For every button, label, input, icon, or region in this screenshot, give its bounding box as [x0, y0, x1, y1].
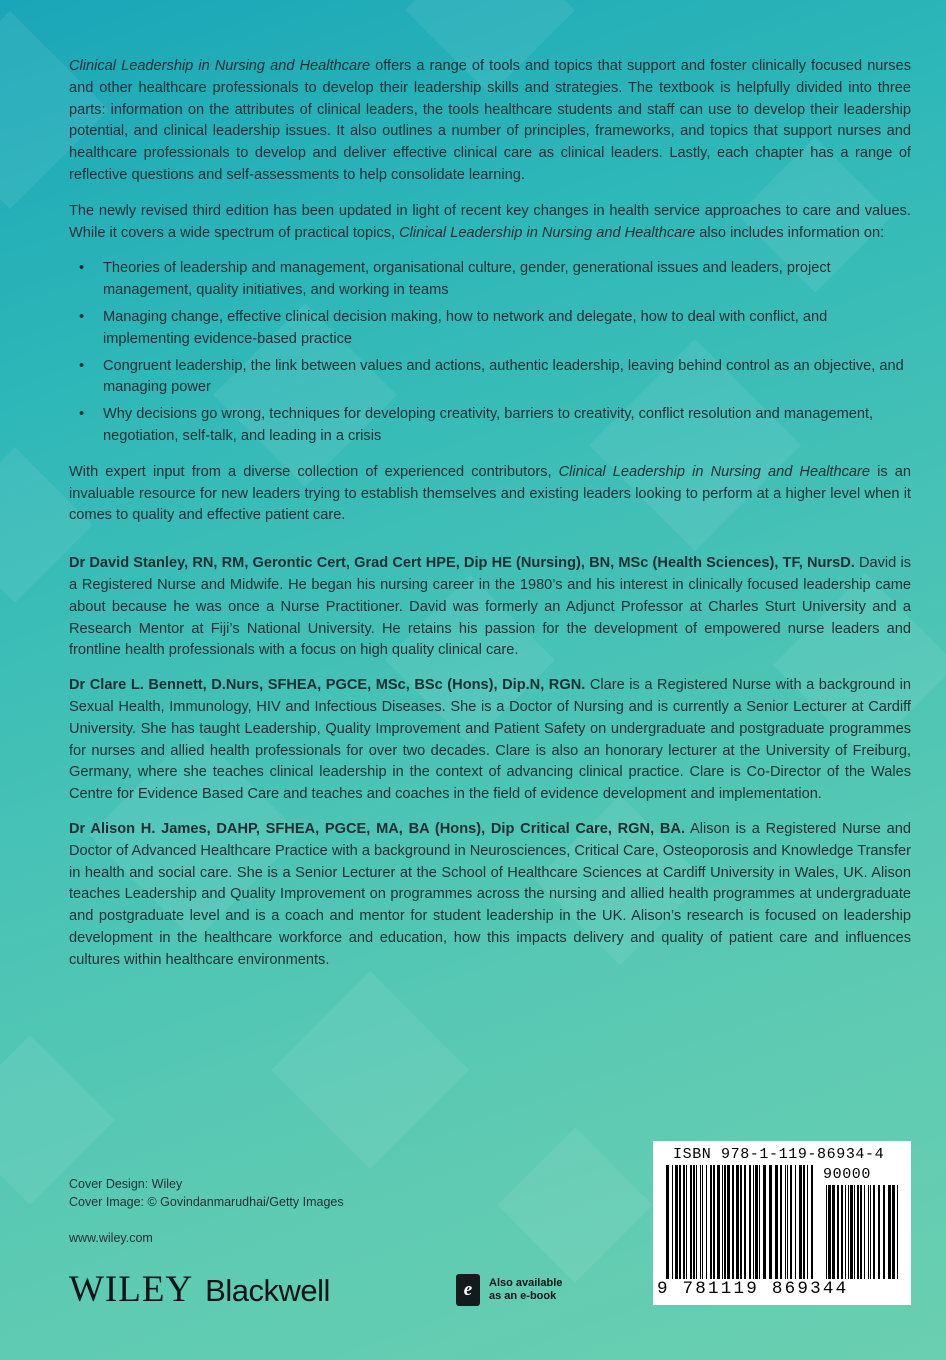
barcode-bar	[845, 1185, 846, 1279]
barcode-bar	[763, 1165, 766, 1279]
barcode-bar	[713, 1165, 715, 1279]
ebook-icon: e	[456, 1274, 480, 1306]
author-name: Dr Clare L. Bennett, D.Nurs, SFHEA, PGCE, MSc, BSc (Hons), Dip.N, RGN.	[69, 677, 586, 694]
barcode-bar	[811, 1165, 813, 1279]
book-title-italic: Clinical Leadership in Nursing and Healthcare	[558, 463, 870, 480]
book-title-italic: Clinical Leadership in Nursing and Healthcare	[399, 224, 696, 241]
barcode-bar	[892, 1185, 895, 1279]
barcode-bar	[803, 1165, 805, 1279]
intro-paragraph-1	[69, 56, 911, 187]
publisher-logo	[69, 1268, 330, 1311]
list-item: • Congruent leadership, the link between values and actions, authentic leadership, leaving behind control as an objective, and managing power	[103, 356, 911, 400]
list-item: • Why decisions go wrong, techniques for developing creativity, barriers to creativity, conflict resolution and management, negotiation, self-talk, and leading in a crisis	[103, 404, 911, 448]
intro-paragraph-2	[69, 201, 911, 245]
author-bio-text: Clare is a Registered Nurse with a background in Sexual Health, Immunology, HIV and Infectious Diseases. She is a Doctor of Nursing and is currently a Senior Lecturer at Cardiff University. She has taught Leadership, Quality Improvement and Patient Safety on undergraduate and postgraduate programmes for nurses and allied health professionals for over two decades. Clare is also an honorary lecturer at the University of Freiburg, Germany, where she teaches clinical leadership in the context of advancing clinical practice. Clare is Co-Director of the Wales Centre for Evidence Based Care and teaches and coaches in the field of evidence development and implementation.	[69, 677, 911, 803]
intro-text-3a: With expert input from a diverse collection of experienced contributors,	[69, 463, 559, 480]
barcode-bar	[790, 1165, 792, 1279]
cover-credits	[69, 1175, 344, 1211]
barcode-bar	[753, 1165, 754, 1279]
barcode-bar	[785, 1165, 786, 1279]
barcode-bar	[702, 1165, 703, 1279]
barcode-bar	[683, 1165, 685, 1279]
cover-design-credit: Cover Design: Wiley	[69, 1177, 183, 1191]
barcode-bar	[780, 1165, 782, 1279]
barcode-bar	[686, 1165, 687, 1279]
author-name: Dr Alison H. James, DAHP, SFHEA, PGCE, MA, BA (Hons), Dip Critical Care, RGN, BA.	[69, 820, 686, 837]
barcode-bar	[878, 1185, 880, 1279]
author-bio	[69, 819, 911, 972]
wiley-wordmark: WILEY	[69, 1269, 194, 1310]
barcode-bar	[717, 1165, 720, 1279]
barcode-bar	[807, 1165, 808, 1279]
topic-list	[69, 258, 911, 447]
barcode-bar	[850, 1185, 853, 1279]
barcode-bar	[888, 1185, 891, 1279]
book-title-italic: Clinical Leadership in Nursing and Healthcare	[69, 58, 371, 74]
barcode-bar	[722, 1165, 723, 1279]
barcode-bar	[727, 1165, 730, 1279]
barcode-bar	[749, 1165, 751, 1279]
list-item: • Managing change, effective clinical decision making, how to network and delegate, how to deal with conflict, and implementing evidence-based practice	[103, 307, 911, 351]
barcode-bar	[873, 1185, 875, 1279]
barcode-bar	[690, 1165, 692, 1279]
list-item: • Theories of leadership and management, organisational culture, gender, generational issues and leaders, project management, quality initiatives, and working in teams	[103, 258, 911, 302]
barcode-bar	[854, 1185, 855, 1279]
barcode-bar	[744, 1165, 746, 1279]
barcode-bar	[841, 1185, 843, 1279]
barcode-bar	[672, 1165, 673, 1279]
barcode-bar	[870, 1185, 871, 1279]
intro-text-3b: is an invaluable resource for new leaders trying to establish themselves and existing leaders looking to perform at a higher level when it comes to quality and effective patient care.	[69, 463, 911, 524]
barcode-bar	[826, 1185, 827, 1279]
barcode-bar	[759, 1165, 760, 1279]
intro-text-1: offers a range of tools and topics that support and foster clinically focused nurses and other healthcare professionals to develop their leadership skills and strategies. The textbook is helpfully divided into three parts: information on the attributes of clinical leaders, the tools healthcare students and staff can use to develop their leadership potential, and clinical leadership issues. It also outlines a number of principles, frameworks, and topics that support nurses and healthcare professionals to develop and deliver effective clinical care as clinical leaders. Lastly, each chapter has a range of reflective questions and self-assessments to help consolidate learning.	[69, 58, 911, 183]
barcode-bar	[837, 1185, 839, 1279]
author-name: Dr David Stanley, RN, RM, Gerontic Cert, Grad Cert HPE, Dip HE (Nursing), BN, MSc (Health Sciences), TF, NursD.	[69, 555, 855, 572]
barcode-bar	[693, 1165, 695, 1279]
author-bio-text: Alison is a Registered Nurse and Doctor of Advanced Healthcare Practice with a background in Neurosciences, Critical Care, Osteoporosis and Knowledge Transfer in health and social care. She is a Senior Lecturer at the School of Healthcare Sciences at Cardiff University in Wales, UK. Alison teaches Leadership and Quality Improvement on programmes across the nursing and allied health programmes at undergraduate and postgraduate level and is a coach and mentor for student leadership in the UK. Alison’s research is focused on leadership development in the healthcare workforce and education, how this impacts delivery and quality of patient care and influences cultures within healthcare environments.	[69, 820, 912, 968]
barcode-bar	[848, 1185, 849, 1279]
isbn-barcode	[653, 1141, 911, 1305]
barcode-addon: 90000	[823, 1166, 872, 1183]
ebook-line-1: Also available	[489, 1277, 563, 1289]
barcode-bar	[864, 1185, 865, 1279]
author-bio-text: David is a Registered Nurse and Midwife. He began his nursing career in the 1980’s and his interest in clinically focused leadership came about because he was once a Nurse Practitioner. David was formerly an Adjunct Professor at Charles Sturt University and a Research Mentor at Fiji’s National University. He retains his passion for the development of empowered nurse leaders and frontline health professionals with a focus on high quality clinical care.	[69, 555, 911, 659]
barcode-bar	[897, 1185, 898, 1279]
barcode-bar	[696, 1165, 697, 1279]
blackwell-wordmark: Blackwell	[205, 1273, 330, 1308]
barcode-bar	[724, 1165, 726, 1279]
website-link[interactable]: www.wiley.com	[69, 1231, 153, 1245]
barcode-digits: 9 781119 869344	[657, 1279, 849, 1299]
barcode-bar	[860, 1185, 862, 1279]
barcode-bar	[666, 1165, 669, 1279]
intro-text-2b: also includes information on:	[695, 224, 885, 241]
barcode-bar	[679, 1165, 681, 1279]
barcode-bar	[736, 1165, 739, 1279]
barcode-bar	[795, 1165, 796, 1279]
author-bios	[69, 553, 911, 971]
ebook-notice	[456, 1274, 562, 1306]
intro-text-2a: The newly revised third edition has been updated in light of recent key changes in health service approaches to care and values. While it covers a wide spectrum of practical topics,	[69, 202, 911, 241]
barcode-bar	[787, 1165, 788, 1279]
barcode-bar	[769, 1165, 772, 1279]
barcode-bar	[700, 1165, 701, 1279]
barcode-bar	[710, 1165, 712, 1279]
barcode-bar	[675, 1165, 678, 1279]
barcode-bar	[828, 1185, 831, 1279]
author-bio	[69, 553, 911, 662]
barcode-bar	[755, 1165, 758, 1279]
back-cover-text	[69, 56, 911, 984]
barcode-bar	[857, 1185, 859, 1279]
barcode-bar	[706, 1165, 707, 1279]
barcode-bar	[868, 1185, 869, 1279]
barcode-bar	[740, 1165, 742, 1279]
intro-paragraph-3	[69, 462, 911, 527]
ebook-text	[489, 1277, 562, 1303]
barcode-bar	[883, 1185, 885, 1279]
cover-image-credit: Cover Image: © Govindanmarudhai/Getty Images	[69, 1195, 344, 1209]
barcode-bar	[799, 1165, 802, 1279]
barcode-bar	[775, 1165, 778, 1279]
author-bio	[69, 675, 911, 806]
ebook-line-2: as an e-book	[489, 1290, 557, 1302]
barcode-bar	[732, 1165, 734, 1279]
isbn-label: ISBN 978-1-119-86934-4	[673, 1146, 885, 1163]
barcode-bar	[832, 1185, 835, 1279]
